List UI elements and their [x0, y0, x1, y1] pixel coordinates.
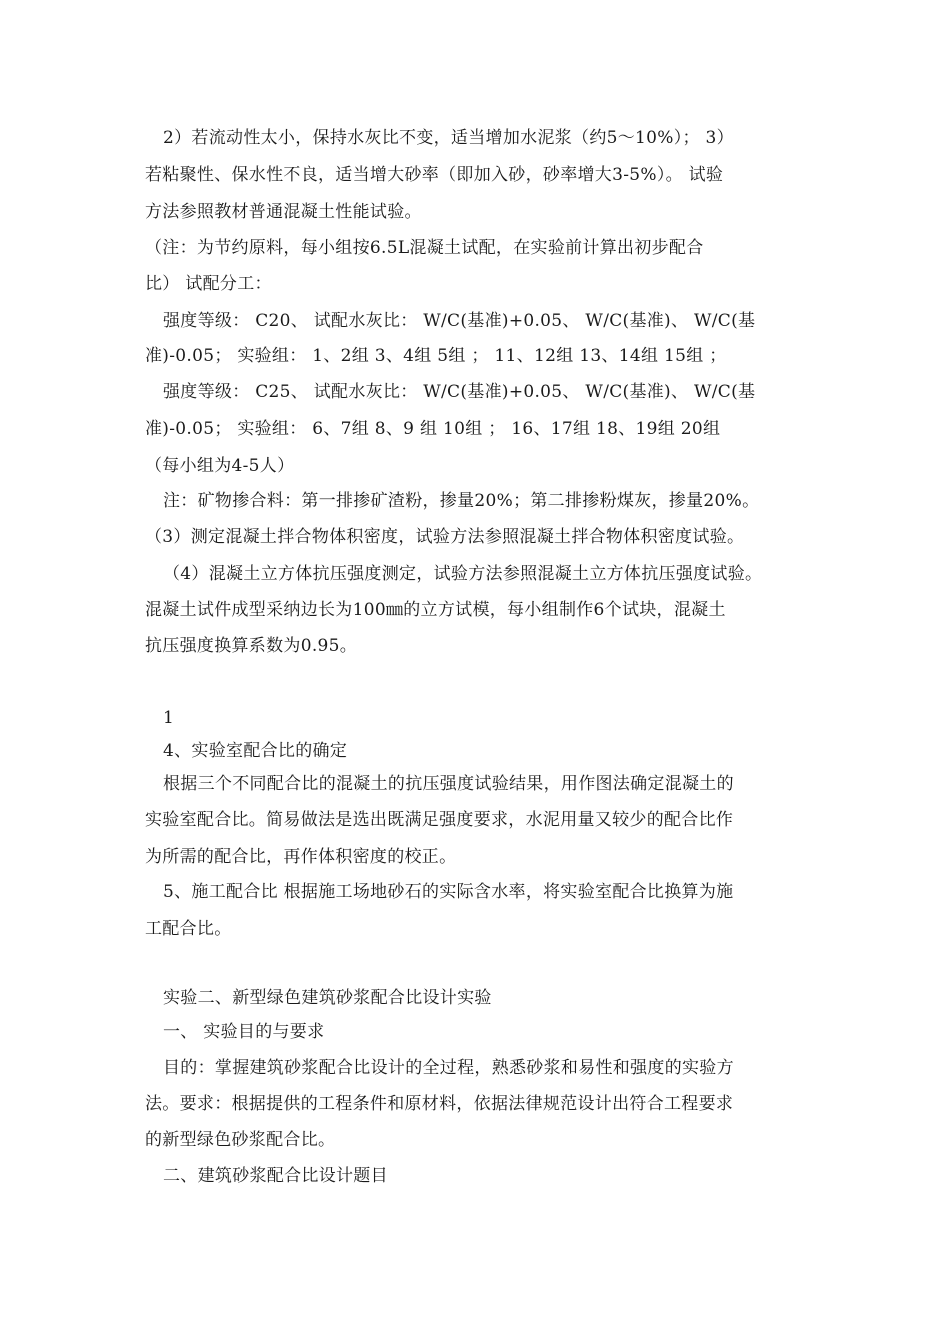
- text-line: 方法参照教材普通混凝土性能试验。: [145, 202, 422, 222]
- c25-assignment-line: 准)-0.05； 实验组： 6、7组 8、9 组 10组 ； 16、17组 18、19组 20组: [145, 419, 721, 439]
- c25-assignment-line: 强度等级： C25、 试配水灰比： W/C(基准)+0.05、 W/C(基准)、 W/C(基: [163, 382, 756, 402]
- experiment-2-heading: 一、 实验目的与要求: [163, 1022, 325, 1042]
- step-4-text: （4）混凝土立方体抗压强度测定，试验方法参照混凝土立方体抗压强度试验。: [163, 564, 763, 584]
- note-line: 比） 试配分工：: [145, 274, 272, 294]
- section-4-title: 4、实验室配合比的确定: [163, 741, 348, 761]
- section-5-text: 5、施工配合比 根据施工场地砂石的实际含水率，将实验室配合比换算为施: [163, 882, 734, 902]
- note-line: （注：为节约原料，每小组按6.5L混凝土试配，在实验前计算出初步配合: [145, 238, 704, 258]
- experiment-2-text: 法。要求：根据提供的工程条件和原材料，依据法律规范设计出符合工程要求: [145, 1094, 734, 1114]
- experiment-2-text: 的新型绿色砂浆配合比。: [145, 1130, 336, 1150]
- section-4-text: 为所需的配合比，再作体积密度的校正。: [145, 847, 457, 867]
- section-4-text: 根据三个不同配合比的混凝土的抗压强度试验结果，用作图法确定混凝土的: [163, 774, 734, 794]
- text-line: 2）若流动性太小，保持水灰比不变，适当增加水泥浆（约5～10%）； 3）: [163, 128, 734, 148]
- step-4-text: 抗压强度换算系数为0.95。: [145, 636, 358, 656]
- step-4-text: 混凝土试件成型采纳边长为100㎜的立方试模，每小组制作6个试块，混凝土: [145, 600, 726, 620]
- experiment-2-title: 实验二、新型绿色建筑砂浆配合比设计实验: [163, 988, 492, 1008]
- mineral-admixture-note: 注：矿物掺合料：第一排掺矿渣粉，掺量20%；第二排掺粉煤灰，掺量20%。: [163, 491, 760, 511]
- text-line: 若粘聚性、保水性不良，适当增大砂率（即加入砂，砂率增大3-5%）。 试验: [145, 165, 724, 185]
- page-number: 1: [163, 708, 175, 728]
- experiment-2-heading: 二、建筑砂浆配合比设计题目: [163, 1166, 388, 1186]
- section-4-text: 实验室配合比。简易做法是选出既满足强度要求，水泥用量又较少的配合比作: [145, 810, 734, 830]
- section-5-text: 工配合比。: [145, 919, 232, 939]
- experiment-2-text: 目的：掌握建筑砂浆配合比设计的全过程，熟悉砂浆和易性和强度的实验方: [163, 1058, 734, 1078]
- c20-assignment-line: 准)-0.05； 实验组： 1、2组 3、4组 5组 ； 11、12组 13、14组 15组 ；: [145, 346, 727, 366]
- group-size-note: （每小组为4-5人）: [145, 456, 295, 476]
- c20-assignment-line: 强度等级： C20、 试配水灰比： W/C(基准)+0.05、 W/C(基准)、 W/C(基: [163, 311, 756, 331]
- step-3-text: （3）测定混凝土拌合物体积密度，试验方法参照混凝土拌合物体积密度试验。: [145, 527, 745, 547]
